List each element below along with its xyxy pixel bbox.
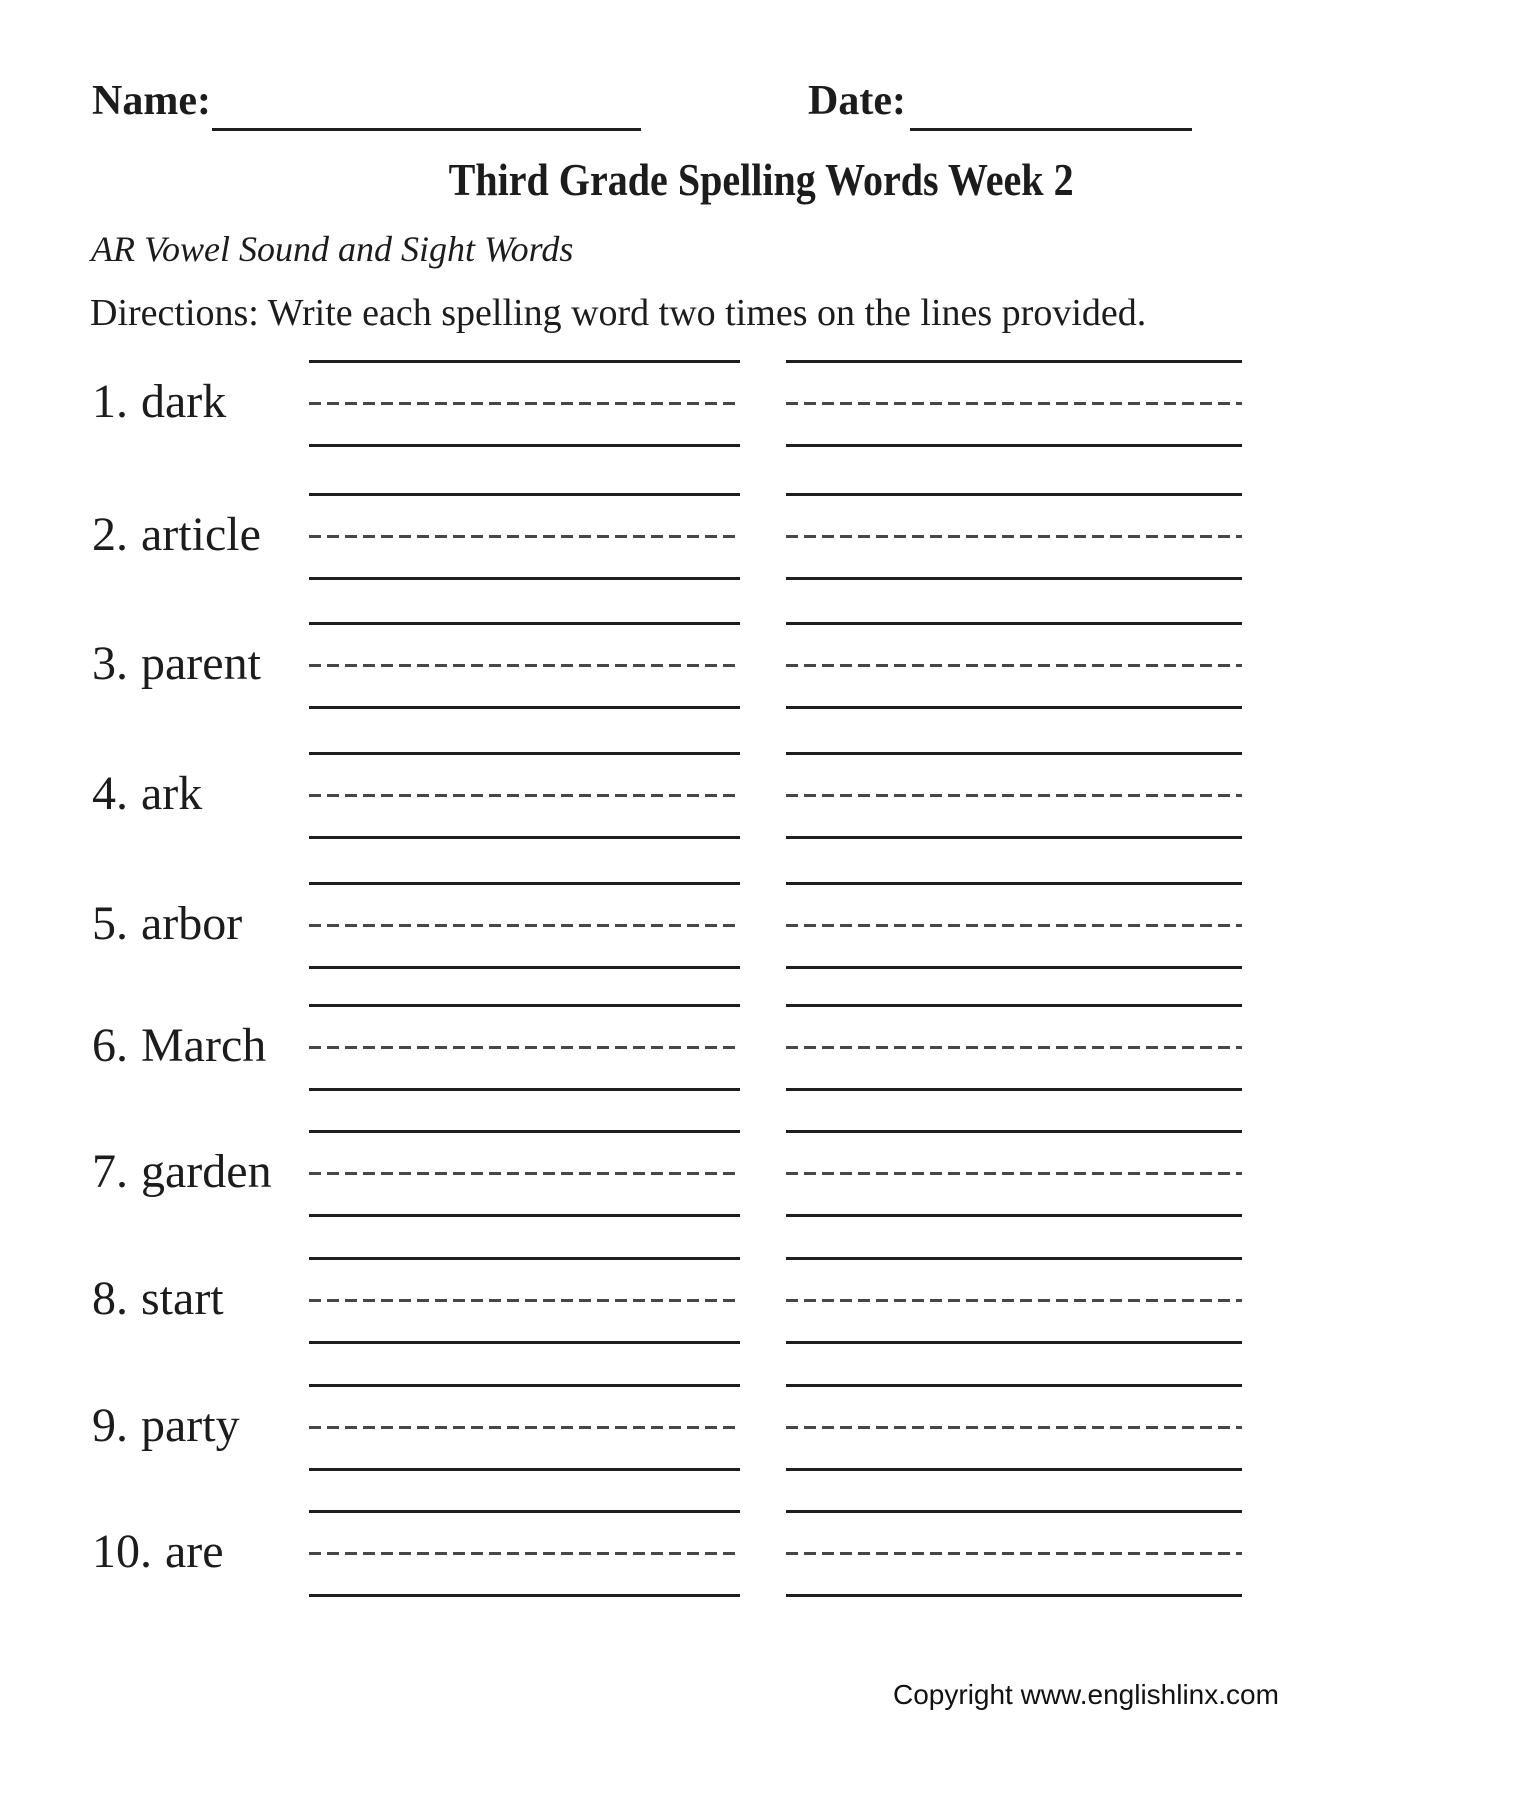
writing-line-dashed-middle [309, 402, 740, 405]
worksheet-title: Third Grade Spelling Words Week 2 [448, 155, 1074, 205]
word-number: 4. [92, 767, 128, 820]
writing-lines-left [309, 752, 740, 840]
word-item-label [92, 375, 227, 428]
writing-lines-right [786, 1510, 1242, 1598]
writing-line-solid-top [786, 622, 1242, 625]
writing-line-solid-top [309, 1004, 740, 1007]
writing-line-solid-bottom [786, 444, 1242, 447]
writing-line-solid-bottom [309, 1594, 740, 1597]
word-item-label [92, 767, 203, 820]
writing-line-solid-bottom [309, 1468, 740, 1471]
writing-line-solid-top [786, 1510, 1242, 1513]
word-item [0, 622, 1522, 710]
writing-line-solid-bottom [786, 706, 1242, 709]
word-item [0, 1004, 1522, 1092]
date-label: Date: [808, 78, 906, 124]
writing-lines-right [786, 360, 1242, 448]
word-item-label [92, 508, 261, 561]
word-item-label [92, 1272, 224, 1325]
word-text: arbor [141, 897, 243, 950]
writing-lines-left [309, 1257, 740, 1345]
word-item [0, 1510, 1522, 1598]
writing-line-solid-top [309, 493, 740, 496]
writing-line-dashed-middle [309, 1046, 740, 1049]
writing-line-solid-bottom [786, 1214, 1242, 1217]
word-item-label [92, 637, 261, 690]
writing-lines-left [309, 1004, 740, 1092]
word-number: 10. [92, 1525, 152, 1578]
word-item-label [92, 1525, 224, 1578]
writing-line-solid-top [786, 1130, 1242, 1133]
writing-line-solid-top [309, 622, 740, 625]
word-number: 3. [92, 637, 128, 690]
worksheet-subtitle: AR Vowel Sound and Sight Words [91, 229, 574, 269]
word-text: parent [141, 637, 261, 690]
writing-line-solid-bottom [786, 1341, 1242, 1344]
writing-line-solid-bottom [309, 966, 740, 969]
writing-line-dashed-middle [309, 1426, 740, 1429]
writing-lines-left [309, 360, 740, 448]
writing-lines-right [786, 1004, 1242, 1092]
writing-line-solid-top [309, 1257, 740, 1260]
word-item [0, 1257, 1522, 1345]
writing-lines-right [786, 493, 1242, 581]
writing-line-solid-bottom [309, 1341, 740, 1344]
writing-line-dashed-middle [786, 1046, 1242, 1049]
writing-line-solid-bottom [786, 1594, 1242, 1597]
writing-line-solid-top [309, 1130, 740, 1133]
word-item-label [92, 1019, 267, 1072]
word-item-label [92, 897, 243, 950]
writing-line-solid-top [786, 360, 1242, 363]
word-item [0, 360, 1522, 448]
word-item-label [92, 1399, 240, 1452]
writing-lines-right [786, 752, 1242, 840]
word-number: 7. [92, 1145, 128, 1198]
copyright-text: Copyright www.englishlinx.com [893, 1679, 1279, 1710]
word-number: 5. [92, 897, 128, 950]
writing-line-solid-top [309, 1510, 740, 1513]
writing-line-solid-top [786, 1004, 1242, 1007]
writing-lines-left [309, 622, 740, 710]
word-item [0, 752, 1522, 840]
word-text: party [141, 1399, 240, 1452]
word-number: 8. [92, 1272, 128, 1325]
writing-line-dashed-middle [309, 535, 740, 538]
writing-line-solid-top [309, 360, 740, 363]
writing-line-dashed-middle [786, 1552, 1242, 1555]
writing-line-dashed-middle [786, 1299, 1242, 1302]
writing-line-dashed-middle [786, 535, 1242, 538]
writing-line-dashed-middle [309, 1172, 740, 1175]
writing-lines-left [309, 1510, 740, 1598]
writing-line-solid-top [309, 752, 740, 755]
word-text: garden [141, 1145, 272, 1198]
writing-line-solid-bottom [786, 1468, 1242, 1471]
writing-line-solid-top [309, 882, 740, 885]
word-item-label [92, 1145, 272, 1198]
word-number: 9. [92, 1399, 128, 1452]
word-number: 2. [92, 508, 128, 561]
writing-line-dashed-middle [309, 664, 740, 667]
writing-line-solid-bottom [309, 836, 740, 839]
word-text: are [165, 1525, 224, 1578]
writing-line-solid-bottom [786, 836, 1242, 839]
writing-line-solid-top [786, 1257, 1242, 1260]
writing-lines-left [309, 882, 740, 970]
directions-text: Directions: Write each spelling word two times on the lines provided. [90, 292, 1147, 334]
word-text: start [141, 1272, 224, 1325]
writing-line-solid-top [309, 1384, 740, 1387]
word-text: article [141, 508, 261, 561]
word-text: dark [141, 375, 227, 428]
word-item [0, 493, 1522, 581]
writing-line-solid-bottom [786, 1088, 1242, 1091]
writing-line-dashed-middle [309, 924, 740, 927]
word-item [0, 1384, 1522, 1472]
writing-lines-right [786, 1257, 1242, 1345]
writing-line-dashed-middle [786, 1172, 1242, 1175]
word-text: March [141, 1019, 267, 1072]
writing-line-solid-top [786, 493, 1242, 496]
word-text: ark [141, 767, 203, 820]
writing-line-dashed-middle [786, 664, 1242, 667]
writing-lines-right [786, 622, 1242, 710]
writing-lines-right [786, 1130, 1242, 1218]
word-number: 6. [92, 1019, 128, 1072]
writing-lines-right [786, 1384, 1242, 1472]
writing-line-dashed-middle [786, 794, 1242, 797]
writing-line-solid-top [786, 752, 1242, 755]
writing-line-solid-bottom [309, 1214, 740, 1217]
writing-line-dashed-middle [309, 1552, 740, 1555]
writing-line-dashed-middle [309, 794, 740, 797]
writing-line-dashed-middle [786, 402, 1242, 405]
writing-line-solid-bottom [309, 577, 740, 580]
writing-line-solid-bottom [786, 966, 1242, 969]
word-item [0, 882, 1522, 970]
writing-line-solid-bottom [309, 1088, 740, 1091]
writing-line-dashed-middle [786, 924, 1242, 927]
name-label: Name: [92, 78, 211, 124]
writing-lines-left [309, 1384, 740, 1472]
writing-lines-left [309, 1130, 740, 1218]
writing-lines-left [309, 493, 740, 581]
writing-line-dashed-middle [309, 1299, 740, 1302]
writing-line-dashed-middle [786, 1426, 1242, 1429]
writing-line-solid-top [786, 882, 1242, 885]
writing-line-solid-bottom [786, 577, 1242, 580]
writing-line-solid-top [786, 1384, 1242, 1387]
writing-line-solid-bottom [309, 706, 740, 709]
writing-lines-right [786, 882, 1242, 970]
word-number: 1. [92, 375, 128, 428]
word-item [0, 1130, 1522, 1218]
writing-line-solid-bottom [309, 444, 740, 447]
